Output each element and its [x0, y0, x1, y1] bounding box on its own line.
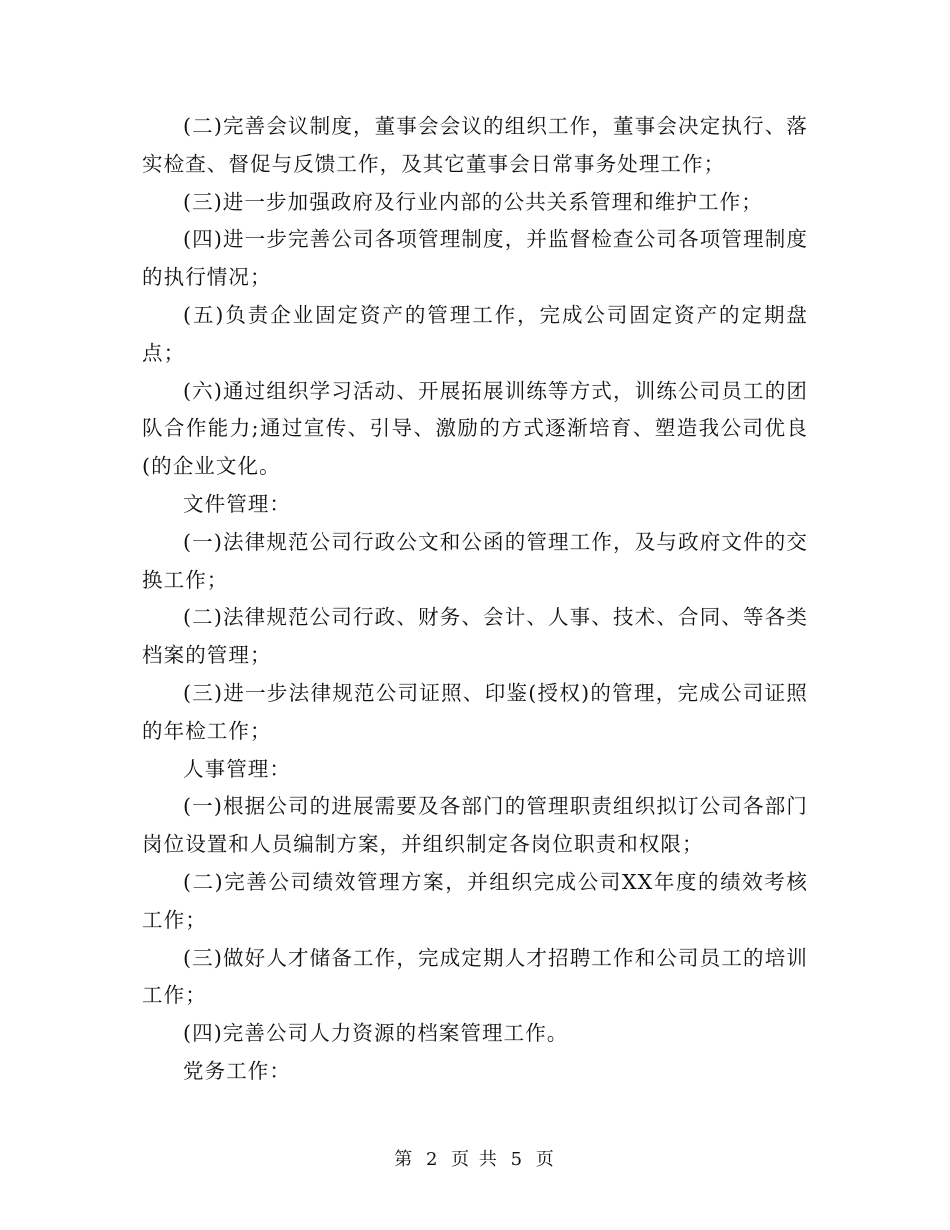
paragraph: (四)进一步完善公司各项管理制度，并监督检查公司各项管理制度的执行情况； — [142, 227, 808, 290]
paragraph: (二)完善会议制度，董事会会议的组织工作，董事会决定执行、落实检查、督促与反馈工作，及其它董事会日常事务处理工作； — [142, 114, 808, 176]
section-heading-party-affairs: 党务工作： — [183, 1058, 291, 1083]
paragraph: (三)进一步加强政府及行业内部的公共关系管理和维护工作； — [183, 189, 763, 214]
page-label-prefix: 第 — [394, 1149, 415, 1170]
total-pages-number: 5 — [510, 1149, 525, 1170]
paragraph: (一)法律规范公司行政公文和公函的管理工作，及与政府文件的交换工作； — [142, 529, 808, 592]
paragraph: (二)完善公司绩效管理方案，并组织完成公司XX年度的绩效考核工作； — [142, 869, 808, 932]
section-heading-personnel-management: 人事管理： — [183, 756, 291, 781]
page-label-suffix: 页 — [535, 1149, 556, 1170]
current-page-number: 2 — [425, 1149, 440, 1170]
document-body — [142, 108, 808, 1091]
paragraph: (六)通过组织学习活动、开展拓展训练等方式，训练公司员工的团队合作能力;通过宣传、引导、激励的方式逐渐培育、塑造我公司优良(的企业文化。 — [142, 378, 808, 479]
paragraph: (五)负责企业固定资产的管理工作，完成公司固定资产的定期盘点； — [142, 302, 808, 365]
page-label-mid: 页 共 — [451, 1149, 499, 1170]
paragraph: (一)根据公司的进展需要及各部门的管理职责组织拟订公司各部门岗位设置和人员编制方案，并组织制定各岗位职责和权限； — [142, 794, 808, 857]
paragraph: (三)做好人才储备工作，完成定期人才招聘工作和公司员工的培训工作； — [142, 945, 808, 1008]
section-heading-file-management: 文件管理： — [183, 491, 291, 516]
page-footer — [0, 1148, 950, 1172]
paragraph: (三)进一步法律规范公司证照、印鉴(授权)的管理，完成公司证照的年检工作； — [142, 680, 808, 743]
paragraph: (四)完善公司人力资源的档案管理工作。 — [183, 1021, 569, 1046]
paragraph: (二)法律规范公司行政、财务、会计、人事、技术、合同、等各类档案的管理； — [142, 605, 808, 668]
